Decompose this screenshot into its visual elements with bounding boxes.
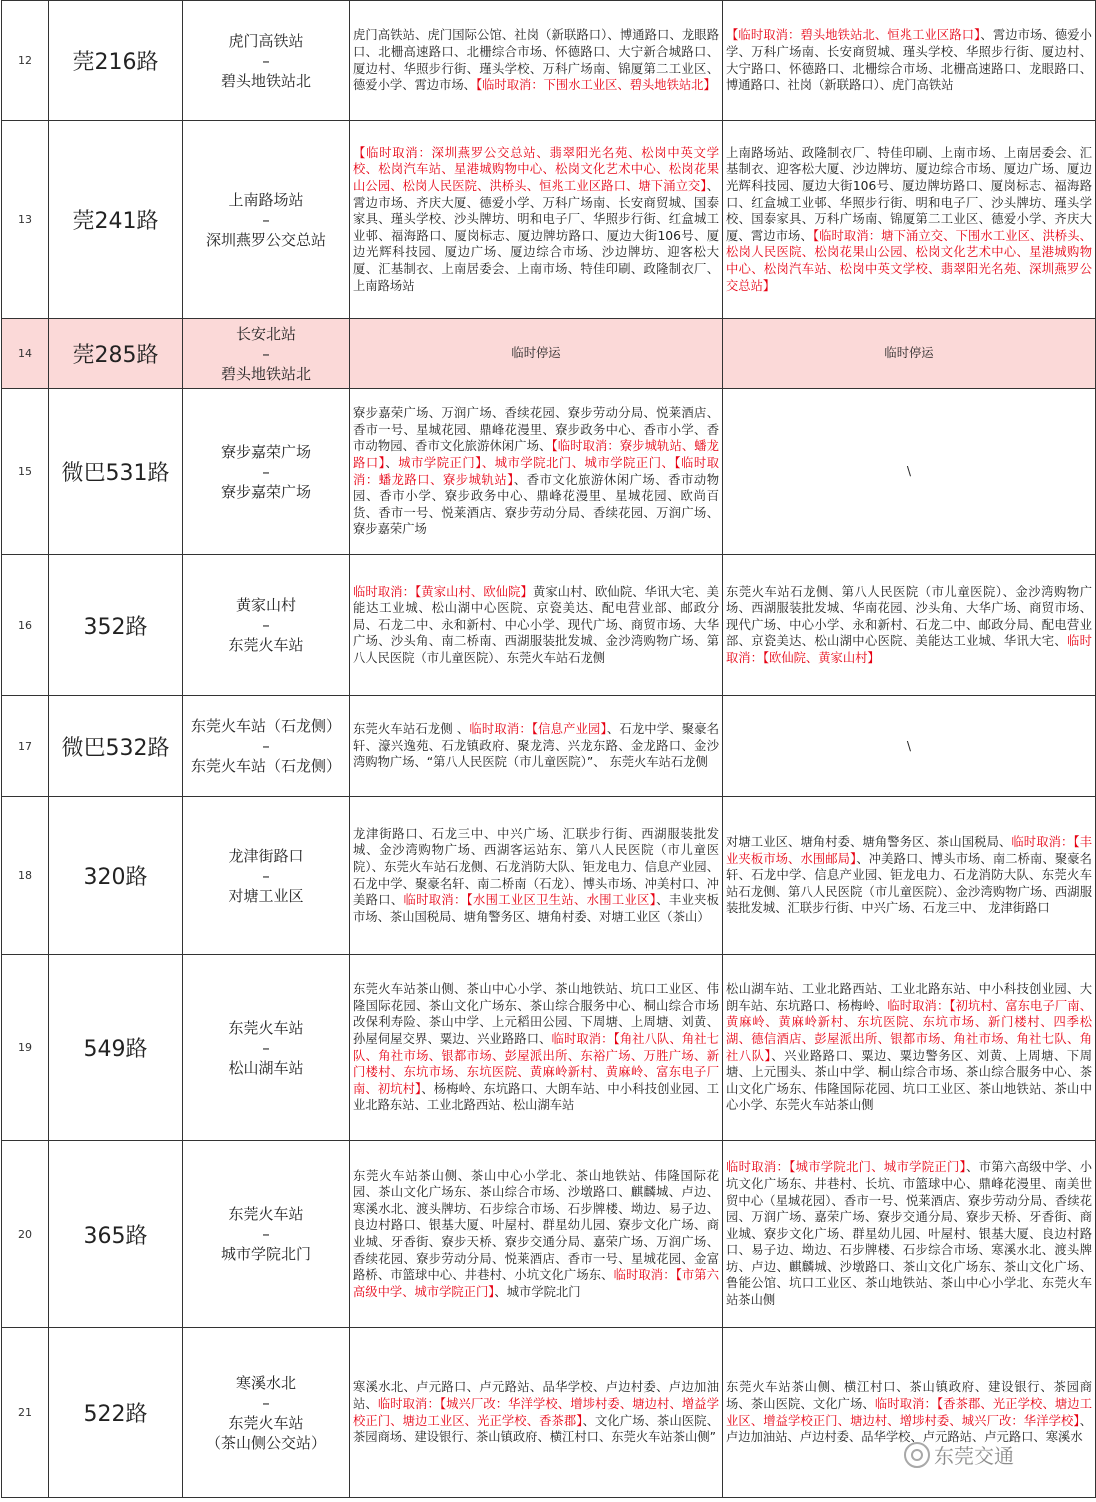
stop-list: 、冲美路口、博头市场、南二桥南、聚豪名轩、石龙中学、信息产业园、钜龙电力、石龙消防大队、东莞火车站石龙侧、第八人民医院（市儿童医院）、金沙湾购物广场、西湖服装批发城、汇联步行街、中兴广场、石龙三中、 龙津街路口: [726, 851, 1092, 916]
route-name: 莞285路: [49, 319, 183, 389]
terminal-separator: –: [262, 1393, 270, 1412]
terminal-to: 深圳燕罗公交总站: [205, 230, 326, 249]
table-row: [2, 696, 1096, 797]
route-terminals: [183, 1141, 350, 1328]
watermark-text: 东莞交通: [934, 1444, 1014, 1468]
row-number: 21: [2, 1328, 49, 1498]
cancelled-stops: 临时取消：【香茶郡、光正学校、塘边工业区、增益学校正门、塘边村、增埗村委、城兴厂改：华洋学校】: [726, 1396, 1092, 1428]
stop-list: 、: [385, 455, 399, 470]
wechat-icon: [904, 1442, 930, 1468]
row-number: 15: [2, 389, 49, 555]
terminal-separator: –: [262, 866, 270, 885]
terminal-to: 碧头地铁站北: [220, 71, 311, 90]
cancelled-stops: 【临时取消：下围水工业区、碧头地铁站北】: [475, 78, 716, 93]
table-row: [2, 121, 1096, 319]
stop-list: 东莞火车站茶山侧、横江村口、茶山镇政府、建设银行、茶园商场、茶山医院、文化广场、: [726, 1380, 1092, 1411]
stops-direction-2: [723, 121, 1096, 319]
cancelled-stops: 临时取消：【信息产业园】: [469, 722, 607, 737]
stop-list: 对塘工业区、塘角村委、塘角警务区、茶山国税局、: [726, 835, 1012, 850]
cancelled-stops: 【临时取消：碧头地铁站北、恒兆工业区路口】: [726, 28, 981, 43]
stops-direction-1: [350, 955, 723, 1141]
cancelled-stops: 临时取消：【水围工业区卫生站、水围工业区】: [403, 893, 657, 908]
terminal-from: 东莞火车站: [228, 1205, 304, 1223]
cancelled-stops: 临时取消：【初坑村、富东电子厂南、黄麻岭、黄麻岭新村、东坑医院、东坑市场、新门楼村、四季松湖、德信酒店、彭屋派出所、银都市场、角社市场、角社七队、角社八队】: [726, 998, 1092, 1063]
stops-direction-1: [350, 1328, 723, 1498]
row-number: 14: [2, 319, 49, 389]
cancelled-stops: 临时取消：【欧仙院、黄家山村】: [726, 634, 1092, 665]
route-terminals: [183, 319, 350, 389]
route-terminals: [183, 1, 350, 121]
cancelled-stops: 临时取消：【黄家山村、欧仙院】: [353, 584, 533, 599]
terminal-to: 东莞火车站: [228, 636, 304, 654]
cancelled-stops: 【临时取消：深圳燕罗公交总站、翡翠阳光名苑、松岗中英文学校、松岗汽车站、星港城购物中心、松岗文化艺术中心、松岗花果山公园、松岗人民医院、洪桥头、恒兆工业区路口、塘下涌立交】: [353, 145, 719, 194]
route-terminals: [183, 696, 350, 797]
route-terminals: [183, 797, 350, 955]
table-row: [2, 955, 1096, 1141]
stops-direction-2: [723, 696, 1096, 797]
table-row: [2, 319, 1096, 389]
terminal-separator: –: [262, 344, 270, 363]
terminal-from: 寒溪水北: [235, 1373, 296, 1392]
cancelled-stops: 临时取消：【角社八队、角社七队、角社市场、银都市场、彭屋派出所、东裕广场、万胜广场、新门楼村、东坑市场、东坑医院、黄麻岭新村、黄麻岭、富东电子厂南、初坑村】: [353, 1031, 719, 1096]
stop-list: 寮步嘉荣广场、万润广场、香续花园、寮步劳动分局、悦莱酒店、香市一号、星城花园、鼎峰花漫里、寮步政务中心、香市小学、香市动物园、香市文化旅游休闲广场、: [353, 406, 719, 454]
stop-list: 东莞火车站石龙侧、第八人民医院（市儿童医院）、金沙湾购物广场、西湖服装批发城、华南花园、沙头角、大华广场、商贸市场、现代广场、中心小学、永和新村、石龙二中、邮政分局、配电营业部、京瓷美达、松山湖中心医院、美能达工业城、华讯大宅、: [726, 584, 1092, 649]
stop-list: 、文化广场、茶山医院、茶园商场、建设银行、茶山镇政府、横江村口、东莞火车站茶山侧”: [353, 1413, 719, 1445]
terminal-from: 长安北站: [235, 324, 296, 343]
table-row: [2, 389, 1096, 555]
stops-direction-2: [723, 319, 1096, 389]
stop-list: 上南路场站、政隆制衣厂、特佳印刷、上南市场、上南居委会、汇基制衣、迎客松大厦、沙边牌坊、厦边综合市场、厦边广场、厦边光辉科技园、厦边大街106号、厦边牌坊路口、厦岗标志、福海路口、红盒城工业邨、华照步行街、明和电子厂、沙头牌坊、瑾头学校、国泰家具、万科广场南、锦厦第二工业区、德爱小学、齐庆大厦、霄边市场、: [726, 145, 1092, 243]
route-name: 320路: [49, 797, 183, 955]
terminal-separator: –: [262, 737, 270, 755]
terminal-to: 松山湖车站: [228, 1058, 304, 1077]
stop-list: 松山湖车站、工业北路西站、工业北路东站、中小科技创业园、大朗车站、东坑路口、杨梅岭、: [726, 982, 1092, 1013]
stop-list: 、丰业夹板市场、茶山国税局、塘角警务区、塘角村委、对塘工业区（茶山）: [353, 893, 719, 924]
terminal-separator: –: [262, 210, 270, 229]
table-row: [2, 797, 1096, 955]
cancelled-stops: 临时取消：【城市学院北门、城市学院正门】: [726, 1160, 967, 1175]
stops-direction-1: [350, 319, 723, 389]
row-number: 12: [2, 1, 49, 121]
cancelled-stops: 临时取消：【丰业夹板市场、水围邮局】: [726, 835, 1092, 866]
stop-list: 寒溪水北、卢元路口、卢元路站、品华学校、卢边村委、卢边加油站、: [353, 1380, 719, 1411]
row-number: 16: [2, 555, 49, 696]
route-terminals: [183, 389, 350, 555]
terminal-from: 东莞火车站: [228, 1018, 304, 1037]
terminal-to: 对塘工业区: [228, 886, 304, 905]
stop-list: 、杨梅岭、东坑路口、大朗车站、中小科技创业园、工业北路东站、工业北路西站、松山湖车站: [353, 1081, 719, 1113]
stop-list: 、兴业路路口、粟边、粟边警务区、刘黄、上周塘、下周塘、上元围头、茶山中学、桐山综合市场、茶山综合服务中心、茶山文化广场东、伟隆国际花园、坑口工业区、茶山地铁站、茶山中心小学、东莞火车站茶山侧: [726, 1048, 1092, 1113]
table-row: [2, 1141, 1096, 1328]
terminal-to: 城市学院北门: [220, 1245, 311, 1263]
stop-list: 东莞火车站石龙侧 、: [353, 722, 470, 737]
terminal-from: 龙津街路口: [228, 846, 304, 865]
stop-list: 、市第六高级中学、小坑文化广场东、井巷村、长坑、市篮球中心、鼎峰花漫里、南美世贸中心（星城花园）、香市一号、悦莱酒店、寮步劳动分局、香续花园、万润广场、嘉荣广场、寮步交通分局、寮步天桥、牙香街、商业城、寮步文化广场、群星幼儿园、叶屋村、银基大厦、良边村路口、易子边、坳边、石步牌楼、石步综合市场、寒溪水北、渡头牌坊、卢边、麒麟城、沙墩路口、茶山文化广场东、茶山文化广场、鲁能公馆、坑口工业区、茶山地铁站、茶山中心小学北、东莞火车站茶山侧: [726, 1160, 1092, 1308]
stops-direction-1: [350, 389, 723, 555]
terminal-separator: –: [262, 616, 270, 634]
route-name: 549路: [49, 955, 183, 1141]
terminal-from: 黄家山村: [235, 596, 296, 614]
stop-list: 、城市学院北门: [494, 1284, 581, 1299]
stop-list: 东莞火车站茶山侧、茶山中心小学、茶山地铁站、坑口工业区、伟隆国际花园、茶山文化广场东、茶山综合服务中心、桐山综合市场改保利寿险、茶山中学、上元稻田公园、下周塘、上周塘、刘黄、孙屋伺屋交界、粟边、兴业路路口、: [353, 982, 719, 1046]
stop-list: \: [906, 464, 912, 479]
row-number: 20: [2, 1141, 49, 1328]
stops-direction-1: [350, 121, 723, 319]
terminal-to: 寮步嘉荣广场: [220, 482, 311, 501]
stop-list: 临时停运: [511, 346, 561, 361]
terminal-to: 碧头地铁站北: [220, 364, 311, 383]
route-terminals: [183, 955, 350, 1141]
stops-direction-1: [350, 696, 723, 797]
route-name: 365路: [49, 1141, 183, 1328]
terminal-separator: –: [262, 462, 270, 481]
stops-direction-2: [723, 1328, 1096, 1498]
route-terminals: [183, 1328, 350, 1498]
stops-direction-1: [350, 797, 723, 955]
route-name: 352路: [49, 555, 183, 696]
terminal-to: 东莞火车站（石龙侧）: [190, 757, 341, 775]
stop-list: 虎门高铁站、虎门国际公馆、社岗（新联路口）、博通路口、龙眼路口、北栅高速路口、北栅综合市场、怀德路口、大宁新合城路口、厦边村、华照步行街、瑾头学校、万科广场南、锦厦第二工业区、德爱小学、霄边市场、: [353, 28, 719, 93]
table-row: [2, 1328, 1096, 1498]
stop-list: 、霄边市场、齐庆大厦、德爱小学、万科广场南、长安商贸城、国泰家具、瑾头学校、沙头牌坊、明和电子厂、华照步行街、红盒城工业邨、福海路口、厦岗标志、厦边牌坊路口、厦边大街106号、厦边光辉科技园、厦边广场、厦边综合市场、沙边牌坊、迎客松大厦、汇基制衣、上南居委会、上南市场、特佳印刷、政隆制衣厂、上南路场站: [353, 179, 719, 293]
cancelled-stops: 城市学院正门】、城市学院北门、城市学院正门、【临时取消：蟠龙路口、寮步城轨站】: [353, 455, 719, 487]
stops-direction-1: [350, 1141, 723, 1328]
stops-direction-1: [350, 555, 723, 696]
terminal-to: 东莞火车站: [228, 1413, 304, 1432]
stop-list: 、石龙中学、聚豪名轩、濠兴逸苑、石龙镇政府、聚龙湾、兴龙东路、金龙路口、金沙湾购物广场、“第八人民医院（市儿童医院）”、 东莞火车站石龙侧: [353, 722, 719, 770]
terminal-from: 上南路场站: [228, 190, 304, 209]
cancelled-stops: 【临时取消：塘下涌立交、下围水工业区、洪桥头、松岗人民医院、松岗花果山公园、松岗文化艺术中心、星港城购物中心、松岗汽车站、松岗中英文学校、翡翠阳光名苑、深圳燕罗公交总站】: [726, 228, 1092, 293]
row-number: 17: [2, 696, 49, 797]
stops-direction-2: [723, 955, 1096, 1141]
route-name: 莞216路: [49, 1, 183, 121]
stops-direction-2: [723, 555, 1096, 696]
cancelled-stops: 【临时取消：寮步城轨站、蟠龙路口】: [353, 439, 719, 470]
stop-list: 临时停运: [884, 346, 934, 361]
route-adjustment-table: [1, 0, 1096, 1498]
row-number: 13: [2, 121, 49, 319]
terminal-from: 东莞火车站（石龙侧）: [190, 717, 341, 735]
stop-list: 东莞火车站茶山侧、茶山中心小学北、茶山地铁站、伟隆国际花园、茶山文化广场东、茶山综合市场、沙墩路口、麒麟城、卢边、寒溪水北、渡头牌坊、石步综合市场、石步牌楼、坳边、易子边、良边村路口、银基大厦、叶屋村、群星幼儿园、寮步文化广场、商业城、牙香街、寮步天桥、寮步交通分局、嘉荣广场、万润广场、香续花园、寮步劳动分局、悦莱酒店、香市一号、星城花园、金富路桥、市篮球中心、井巷村、小坑文化广场东、: [353, 1168, 719, 1283]
stops-direction-2: [723, 389, 1096, 555]
route-terminals: [183, 555, 350, 696]
stops-direction-2: [723, 1, 1096, 121]
route-name: 522路: [49, 1328, 183, 1498]
terminal-separator: –: [262, 51, 270, 70]
cancelled-stops: 临时取消：【市第六高级中学、城市学院正门】: [353, 1268, 719, 1299]
route-name: 莞241路: [49, 121, 183, 319]
terminal-separator: –: [262, 1038, 270, 1057]
terminal-separator: –: [262, 1225, 270, 1243]
terminal-to2: （茶山侧公交站）: [205, 1433, 326, 1452]
cancelled-stops: 临时取消：【城兴厂改：华洋学校、增埗村委、塘边村、增益学校正门、塘边工业区、光正学校、香茶郡】: [353, 1396, 719, 1428]
route-terminals: [183, 121, 350, 319]
row-number: 18: [2, 797, 49, 955]
stop-list: 龙津街路口、石龙三中、中兴广场、汇联步行街、西湖服装批发城、金沙湾购物广场、西湖客运站东、第八人民医院（市儿童医院）、东莞火车站石龙侧、石龙消防大队、钜龙电力、信息产业园、石龙中学、聚豪名轩、南二桥南（石龙）、博头市场、冲美村口、冲美路口、: [353, 826, 719, 908]
stops-direction-2: [723, 1141, 1096, 1328]
stop-list: 、卢边加油站、卢边村委、品华学校、卢元路站、卢元路口、寒溪水: [726, 1413, 1092, 1445]
stop-list: 黄家山村、欧仙院、华讯大宅、美能达工业城、松山湖中心医院、京瓷美达、配电营业部、邮政分局、石龙二中、永和新村、中心小学、现代广场、商贸市场、大华广场、沙头角、南二桥南、西湖服装批发城、金沙湾购物广场、第八人民医院（市儿童医院）、东莞火车站石龙侧: [353, 584, 719, 665]
terminal-from: 寮步嘉荣广场: [220, 442, 311, 461]
stop-list: 、香市文化旅游休闲广场、香市动物园、香市小学、寮步政务中心、鼎峰花漫里、星城花园、欧尚百货、香市一号、悦莱酒店、寮步劳动分局、香续花园、万润广场、寮步嘉荣广场: [353, 472, 719, 537]
row-number: 19: [2, 955, 49, 1141]
stop-list: \: [906, 738, 912, 753]
stop-list: 、霄边市场、德爱小学、万科广场南、长安商贸城、瑾头学校、华照步行街、厦边村、大宁路口、怀德路口、北栅综合市场、北栅高速路口、龙眼路口、博通路口、社岗（新联路口）、虎门高铁站: [726, 28, 1092, 93]
table-row: [2, 1, 1096, 121]
terminal-from: 虎门高铁站: [228, 31, 304, 50]
table-row: [2, 555, 1096, 696]
route-name: 微巴531路: [49, 389, 183, 555]
watermark: [904, 1440, 1014, 1469]
route-name: 微巴532路: [49, 696, 183, 797]
stops-direction-2: [723, 797, 1096, 955]
stops-direction-1: [350, 1, 723, 121]
